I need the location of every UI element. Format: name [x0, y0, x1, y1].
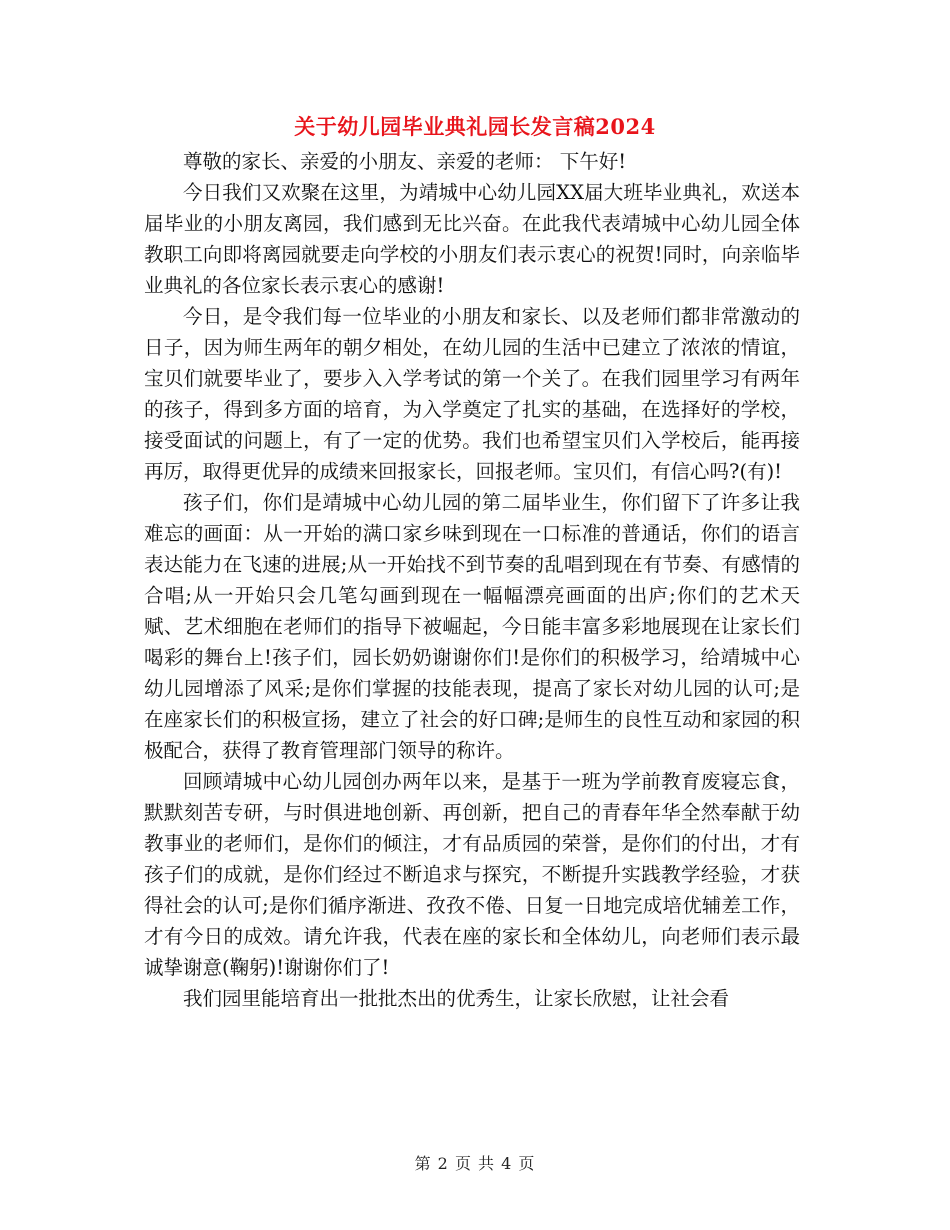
paragraph: 今日我们又欢聚在这里，为靖城中心幼儿园XX届大班毕业典礼，欢送本届毕业的小朋友离园，我们感到无比兴奋。在此我代表靖城中心幼儿园全体教职工向即将离园就要走向学校的小朋友们表示衷心的祝贺!同时，向亲临毕业典礼的各位家长表示衷心的感谢! [144, 181, 800, 297]
paragraph: 我们园里能培育出一批批杰出的优秀生，让家长欣慰，让社会看 [183, 987, 730, 1010]
paragraph: 回顾靖城中心幼儿园创办两年以来，是基于一班为学前教育废寝忘食，默默刻苦专研，与时俱进地创新、再创新，把自己的青春年华全然奉献于幼教事业的老师们，是你们的倾注，才有品质园的荣誉，是你们的付出，才有孩子们的成就，是你们经过不断追求与探究，不断提升实践教学经验，才获得社会的认可;是你们循序渐进、孜孜不倦、日复一日地完成培优辅差工作，才有今日的成效。请允许我，代表在座的家长和全体幼儿，向老师们表示最诚挚谢意(鞠躬)!谢谢你们了! [144, 770, 800, 979]
page-number-footer: 第 2 页 共 4 页 [414, 1154, 536, 1173]
paragraph-greeting: 尊敬的家长、亲爱的小朋友、亲爱的老师： 下午好! [183, 150, 627, 173]
paragraph: 孩子们，你们是靖城中心幼儿园的第二届毕业生，你们留下了许多让我难忘的画面：从一开始的满口家乡味到现在一口标准的普通话，你们的语言表达能力在飞速的进展;从一开始找不到节奏的乱唱到现在有节奏、有感情的合唱;从一开始只会几笔勾画到现在一幅幅漂亮画面的出庐;你们的艺术天赋、艺术细胞在老师们的指导下被崛起，今日能丰富多彩地展现在让家长们喝彩的舞台上!孩子们，园长奶奶谢谢你们!是你们的积极学习，给靖城中心幼儿园增添了风采;是你们掌握的技能表现，提高了家长对幼儿园的认可;是在座家长们的积极宣扬，建立了社会的好口碑;是师生的良性互动和家园的积极配合，获得了教育管理部门领导的称许。 [144, 491, 800, 762]
document-title: 关于幼儿园毕业典礼园长发言稿2024 [294, 114, 656, 139]
paragraph: 今日，是令我们每一位毕业的小朋友和家长、以及老师们都非常激动的日子，因为师生两年的朝夕相处，在幼儿园的生活中已建立了浓浓的情谊，宝贝们就要毕业了，要步入入学考试的第一个关了。在我们园里学习有两年的孩子，得到多方面的培育，为入学奠定了扎实的基础，在选择好的学校，接受面试的问题上，有了一定的优势。我们也希望宝贝们入学校后，能再接再厉，取得更优异的成绩来回报家长，回报老师。宝贝们，有信心吗?(有)! [144, 305, 800, 483]
document-body [144, 146, 800, 1014]
